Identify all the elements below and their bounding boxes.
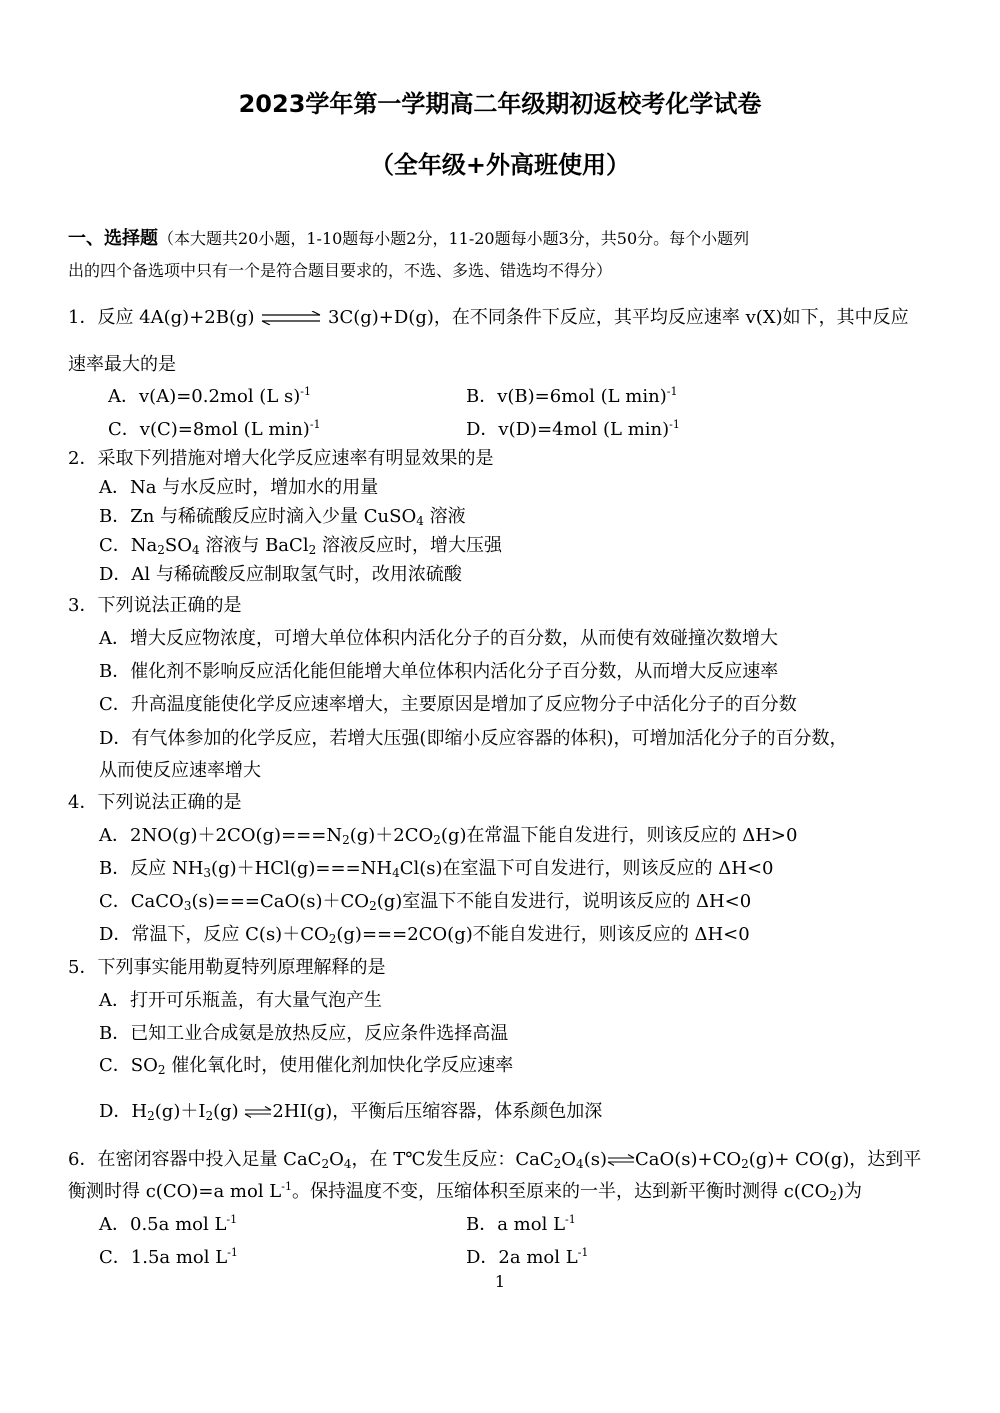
- q4-option-a: [99, 823, 797, 849]
- q4-c-pre: C．CaCO: [99, 891, 184, 912]
- q5-option-a: A．打开可乐瓶盖，有大量气泡产生: [99, 990, 382, 1011]
- q2-c-post: 溶液反应时，增大压强: [316, 535, 502, 556]
- equilibrium-arrow-icon: [244, 1106, 272, 1118]
- q6-option-b: [466, 1212, 576, 1238]
- q6-option-c-text: C．1.5a mol L: [99, 1247, 228, 1268]
- q4-c-sub2: 2: [369, 899, 377, 913]
- q6-l2-sub: 2: [829, 1189, 837, 1203]
- section-note-2: 出的四个备选项中只有一个是符合题目要求的，不选、多选、错选均不得分）: [68, 261, 613, 280]
- q4-b-mid: (g)＋HCl(g)===NH: [211, 858, 393, 879]
- q6-l1-sub5: 2: [741, 1157, 749, 1171]
- q5-c-post: 催化氧化时，使用催化剂加快化学反应速率: [165, 1055, 514, 1076]
- q6-l1-sub4: 4: [576, 1157, 584, 1171]
- q1-option-d: [466, 417, 680, 443]
- q6-l1-pre: 6．在密闭容器中投入足量 CaC: [68, 1149, 322, 1170]
- q5-d-sub1: 2: [147, 1109, 155, 1123]
- q3-option-d-line1: D．有气体参加的化学反应，若增大压强(即缩小反应容器的体积)，可增加活化分子的百分数，: [99, 728, 848, 749]
- q6-option-b-text: B．a mol L: [466, 1214, 566, 1235]
- q2-c-pre: C．Na: [99, 535, 158, 556]
- q1-option-a-text: A．v(A)=0.2mol (L s): [108, 386, 301, 407]
- q6-l1-mid3: O: [561, 1149, 577, 1170]
- q6-option-d-text: D．2a mol L: [466, 1247, 578, 1268]
- q6-option-b-exp: -1: [565, 1213, 576, 1226]
- q2-b-pre: B．Zn 与稀硫酸反应时滴入少量 CuSO: [99, 506, 417, 527]
- q2-stem: 2．采取下列措施对增大化学反应速率有明显效果的是: [68, 448, 494, 469]
- q5-d-mid2: (g): [213, 1101, 239, 1122]
- q6-l1-sub2: 4: [343, 1157, 352, 1171]
- exam-title: 2023学年第一学期高二年级期初返校考化学试卷: [238, 90, 762, 118]
- q2-b-sub: 4: [416, 514, 424, 528]
- q3-option-d-line2: 从而使反应速率增大: [99, 760, 261, 781]
- q4-b-sub1: 3: [203, 866, 212, 880]
- q6-option-d-exp: -1: [577, 1246, 589, 1259]
- q6-l1-mid1: O: [329, 1149, 344, 1170]
- q5-option-b: B．已知工业合成氨是放热反应，反应条件选择高温: [99, 1023, 509, 1044]
- q6-stem-line2: [68, 1179, 862, 1205]
- q6-l1-mid4: (s): [583, 1149, 607, 1170]
- q4-a-sub1: 2: [342, 833, 350, 847]
- section-heading: 一、选择题: [68, 228, 158, 249]
- q6-l1-sub3: 2: [553, 1157, 562, 1171]
- equilibrium-arrow-icon: [607, 1154, 635, 1166]
- q4-stem: 4．下列说法正确的是: [68, 792, 242, 813]
- q2-c-sub3: 2: [308, 543, 317, 557]
- q1-stem-line2: 速率最大的是: [68, 354, 176, 375]
- q4-option-b: [99, 856, 774, 882]
- q4-a-mid: (g)＋2CO: [349, 825, 434, 846]
- q5-d-pre: D．H: [99, 1101, 148, 1122]
- q3-stem: 3．下列说法正确的是: [68, 595, 242, 616]
- q1-option-b-exp: -1: [666, 385, 678, 398]
- q4-b-post: Cl(s)在室温下可自发进行，则该反应的 ΔH<0: [399, 858, 774, 879]
- q1-option-d-text: D．v(D)=4mol (L min): [466, 419, 670, 440]
- q5-option-c: [99, 1053, 513, 1079]
- q6-l2-post: )为: [836, 1181, 862, 1202]
- q2-option-d: D．Al 与稀硫酸反应制取氢气时，改用浓硫酸: [99, 564, 462, 585]
- q6-option-a-exp: -1: [226, 1213, 238, 1226]
- section-note-1: （本大题共20小题，1-10题每小题2分，11-20题每小题3分，共50分。每个小题列: [158, 229, 750, 248]
- q1-option-d-exp: -1: [669, 418, 680, 431]
- q5-option-d: [99, 1099, 602, 1125]
- q5-d-sub2: 2: [205, 1109, 214, 1123]
- q1-stem-suffix: 3C(g)+D(g)，在不同条件下反应，其平均反应速率 v(X)如下，其中反应: [328, 307, 909, 328]
- q6-stem-line1: [68, 1147, 921, 1173]
- q1-stem-prefix: 1．反应 4A(g)+2B(g): [68, 307, 255, 328]
- q2-option-b: [99, 504, 466, 530]
- q4-a-sub2: 2: [433, 833, 441, 847]
- q4-b-pre: B．反应 NH: [99, 858, 204, 879]
- q6-l1-post: (g)+ CO(g)，达到平: [748, 1149, 922, 1170]
- q2-c-mid1: SO: [164, 535, 192, 556]
- q2-c-sub1: 2: [157, 543, 165, 557]
- q3-option-b: B．催化剂不影响反应活化能但能增大单位体积内活化分子百分数，从而增大反应速率: [99, 661, 779, 682]
- q6-option-a: [99, 1212, 237, 1238]
- q5-c-pre: C．SO: [99, 1055, 158, 1076]
- q4-d-pre: D．常温下，反应 C(s)＋CO: [99, 924, 329, 945]
- q6-l2-pre: 衡测时得 c(CO)=a mol L: [68, 1181, 282, 1202]
- q4-option-d: [99, 922, 750, 948]
- q5-stem: 5．下列事实能用勒夏特列原理解释的是: [68, 957, 386, 978]
- q6-l1-mid2: ，在 T℃发生反应：CaC: [351, 1149, 554, 1170]
- exam-subtitle: （全年级+外高班使用）: [369, 151, 631, 179]
- q6-option-c: [99, 1245, 238, 1271]
- q5-d-post: 2HI(g)，平衡后压缩容器，体系颜色加深: [272, 1101, 603, 1122]
- q6-l2-mid: 。保持温度不变，压缩体积至原来的一半，达到新平衡时测得 c(CO: [291, 1181, 830, 1202]
- q6-l1-sub1: 2: [321, 1157, 330, 1171]
- q4-a-post: (g)在常温下能自发进行，则该反应的 ΔH>0: [440, 825, 798, 846]
- q4-c-mid: (s)===CaO(s)＋CO: [191, 891, 370, 912]
- q4-b-sub2: 4: [392, 866, 400, 880]
- q1-option-b: [466, 384, 677, 410]
- q2-c-sub2: 4: [192, 543, 200, 557]
- q4-option-c: [99, 889, 751, 915]
- q1-option-a-exp: -1: [300, 385, 311, 398]
- q4-c-post: (g)室温下不能自发进行，说明该反应的 ΔH<0: [376, 891, 752, 912]
- q1-option-c-exp: -1: [309, 418, 321, 431]
- q1-option-c-text: C．v(C)=8mol (L min): [108, 419, 310, 440]
- q2-c-mid2: 溶液与 BaCl: [199, 535, 309, 556]
- q2-option-c: [99, 533, 502, 559]
- q5-c-sub: 2: [157, 1063, 166, 1077]
- q5-d-mid: (g)＋I: [154, 1101, 206, 1122]
- q6-option-a-text: A．0.5a mol L: [99, 1214, 227, 1235]
- q4-d-sub: 2: [328, 932, 337, 946]
- q4-d-post: (g)===2CO(g)不能自发进行，则该反应的 ΔH<0: [336, 924, 750, 945]
- page-number: 1: [494, 1272, 506, 1291]
- q2-option-a: A．Na 与水反应时，增加水的用量: [99, 477, 379, 498]
- q1-option-a: [108, 384, 311, 410]
- q3-option-c: C．升高温度能使化学反应速率增大，主要原因是增加了反应物分子中活化分子的百分数: [99, 694, 797, 715]
- q6-l2-exp: -1: [281, 1180, 292, 1193]
- q3-option-a: A．增大反应物浓度，可增大单位体积内活化分子的百分数，从而使有效碰撞次数增大: [99, 628, 778, 649]
- q6-option-c-exp: -1: [227, 1246, 238, 1259]
- section-heading-line: [68, 226, 749, 252]
- q2-b-post: 溶液: [423, 506, 466, 527]
- q1-option-c: [108, 417, 321, 443]
- q1-stem: [68, 305, 909, 331]
- q6-l1-mid5: CaO(s)+CO: [634, 1149, 742, 1170]
- q4-c-sub1: 3: [183, 899, 192, 913]
- equilibrium-arrow-icon: [260, 311, 322, 325]
- q4-a-pre: A．2NO(g)＋2CO(g)===N: [99, 825, 343, 846]
- q1-option-b-text: B．v(B)=6mol (L min): [466, 386, 667, 407]
- q6-option-d: [466, 1245, 588, 1271]
